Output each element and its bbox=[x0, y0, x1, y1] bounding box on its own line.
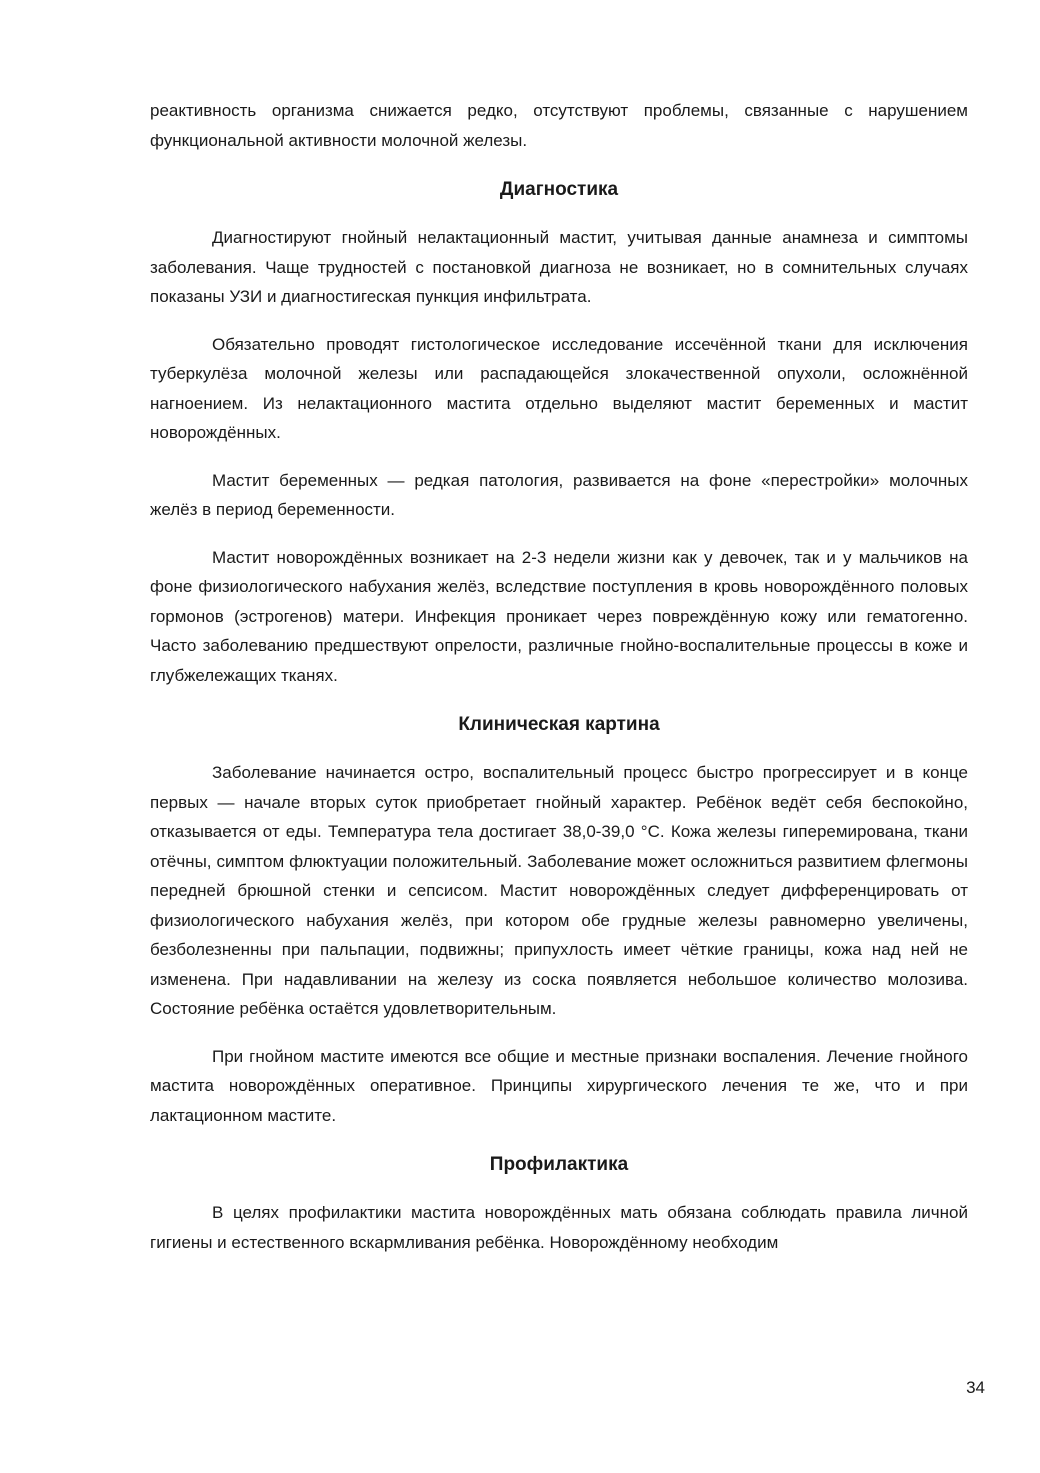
document-page bbox=[150, 96, 968, 1257]
diagnostics-paragraph-4: Мастит новорождённых возникает на 2-3 недели жизни как у девочек, так и у мальчиков на фоне физиологического набухания желёз, вследствие поступления в кровь новорождённого половых гормонов (эстрогенов) матери. Инфекция проникает через повреждённую кожу или гематогенно. Часто заболеванию предшествуют опрелости, различные гнойно-воспалительные процессы в коже и глубжележащих тканях. bbox=[150, 547, 968, 685]
page-number: 34 bbox=[966, 1378, 985, 1397]
heading-clinical-picture: Клиническая картина bbox=[458, 714, 660, 735]
diagnostics-paragraph-2: Обязательно проводят гистологическое исследование иссечённой ткани для исключения туберкулёза молочной железы или распадающейся злокачественной опухоли, осложнённой нагноением. Из нелактационного мастита отдельно выделяют мастит беременных и мастит новорождённых. bbox=[150, 334, 968, 442]
heading-prevention: Профилактика bbox=[489, 1154, 629, 1175]
diagnostics-paragraph-3: Мастит беременных — редкая патология, развивается на фоне «перестройки» молочных желёз в период беременности. bbox=[150, 470, 968, 519]
diagnostics-paragraph-1: Диагностируют гнойный нелактационный мастит, учитывая данные анамнеза и симптомы заболевания. Чаще трудностей с постановкой диагноза не возникает, но в сомнительных случаях показаны УЗИ и диагностигеская пункция инфильтрата. bbox=[150, 228, 968, 306]
heading-diagnostics: Диагностика bbox=[499, 179, 619, 200]
prevention-paragraph-1: В целях профилактики мастита новорождённых мать обязана соблюдать правила личной гигиены и естественного вскармливания ребёнка. Новорождённому необходим bbox=[150, 1203, 968, 1252]
clinical-paragraph-1: Заболевание начинается остро, воспалительный процесс быстро прогрессирует и в конце первых — начале вторых суток приобретает гнойный характер. Ребёнок ведёт себя беспокойно, отказывается от еды. Температура тела достигает 38,0-39,0 °С. Кожа железы гиперемирована, ткани отёчны, симптом флюктуации положительный. Заболевание может осложниться развитием флегмоны передней брюшной стенки и сепсисом. Мастит новорождённых следует дифференцировать от физиологического набухания желёз, при котором обе грудные железы равномерно увеличены, безболезненны при пальпации, подвижны; припухлость имеет чёткие границы, кожа над ней не изменена. При надавливании на железу из соска появляется небольшое количество молозива. Состояние ребёнка остаётся удовлетворительным. bbox=[150, 763, 968, 1018]
intro-paragraph: реактивность организма снижается редко, отсутствуют проблемы, связанные с нарушением функциональной активности молочной железы. bbox=[150, 101, 968, 150]
clinical-paragraph-2: При гнойном мастите имеются все общие и местные признаки воспаления. Лечение гнойного мастита новорождённых оперативное. Принципы хирургического лечения те же, что и при лактационном мастите. bbox=[150, 1046, 968, 1125]
